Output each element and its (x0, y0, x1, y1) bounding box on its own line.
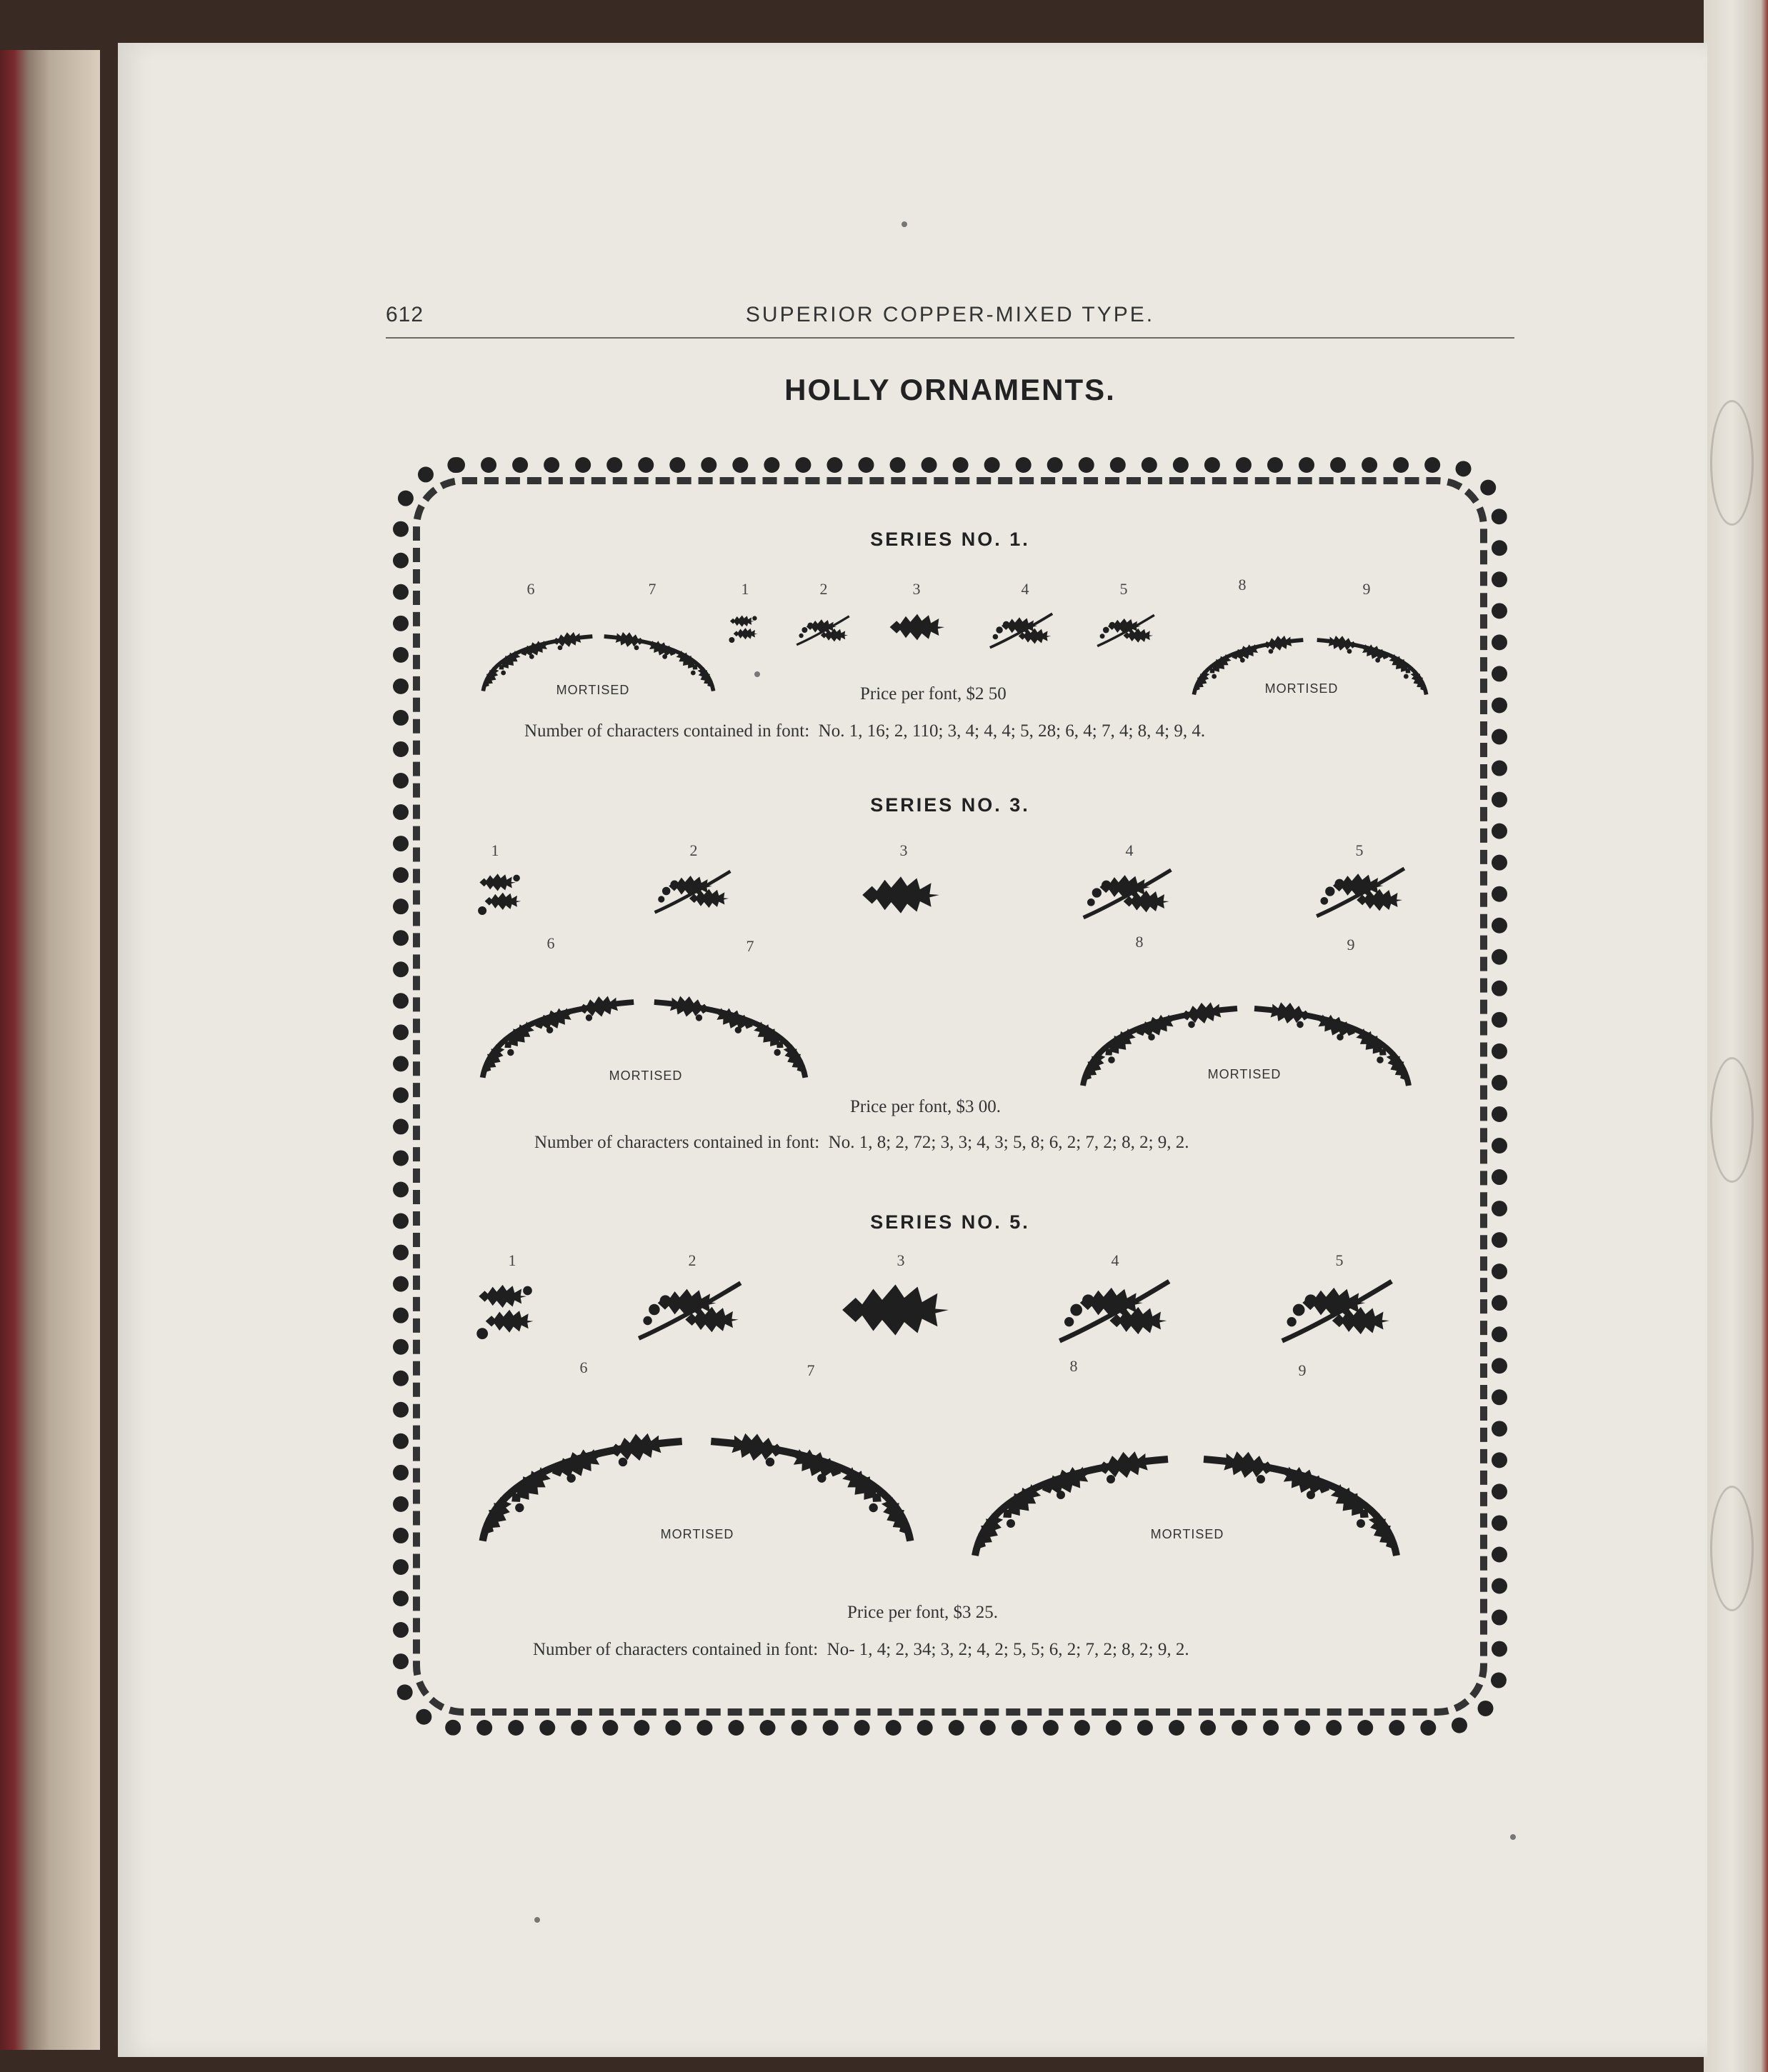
series-5-number-5: 5 (1335, 1251, 1344, 1269)
series-1-number-3: 3 (912, 580, 921, 598)
book-page-edges-right (1704, 0, 1768, 2072)
series-3-mortised-left: MORTISED (609, 1068, 683, 1083)
series-1-number-8: 8 (1238, 576, 1247, 594)
series-5-ornament-2 (634, 1276, 745, 1343)
series-5-mortised-left: MORTISED (660, 1527, 734, 1541)
paper-speck (534, 1917, 540, 1923)
series-1-mortised-left: MORTISED (556, 683, 630, 697)
series-1-ornament-6 (475, 604, 596, 718)
series-5-number-3: 3 (897, 1251, 905, 1269)
series-3-number-1: 1 (491, 841, 499, 859)
page-header (386, 300, 1514, 339)
series-3-number-6: 6 (546, 934, 555, 952)
series-1-ornament-4 (987, 609, 1055, 651)
series-1-ornament-1 (727, 611, 761, 646)
facing-page-ornament-ghost (1710, 400, 1754, 526)
series-1-ornament-2 (794, 613, 851, 647)
series-3-price: Price per font, $3 00. (850, 1097, 1002, 1116)
series-5-number-2: 2 (688, 1251, 696, 1269)
series-5-ornament-9 (1197, 1406, 1411, 1598)
facing-page-ornament-ghost (1710, 1057, 1754, 1183)
series-3-ornament-9 (1249, 971, 1420, 1114)
paper-speck (1510, 1834, 1516, 1840)
paper-speck (902, 221, 907, 227)
series-3-number-2: 2 (689, 841, 698, 859)
series-3-number-9: 9 (1347, 936, 1355, 954)
series-3-number-5: 5 (1355, 841, 1364, 859)
series-1-ornament-9 (1313, 611, 1434, 718)
series-3-title: SERIES NO. 3. (870, 794, 1030, 816)
series-3-ornament-4 (1077, 864, 1177, 921)
series-3-ornament-2 (651, 864, 734, 918)
series-5-ornament-8 (961, 1406, 1175, 1598)
series-5-counts-label: Number of characters contained in font: (533, 1640, 819, 1659)
series-3-ornament-3 (859, 875, 943, 915)
page-title: HOLLY ORNAMENTS. (784, 373, 1116, 406)
series-5-ornament-6 (468, 1375, 689, 1596)
series-3-ornament-6 (471, 954, 639, 1118)
series-5-counts-value: No- 1, 4; 2, 34; 3, 2; 4, 2; 5, 5; 6, 2; 7, 2; 8, 2; 9, 2. (826, 1640, 1189, 1659)
series-3-counts-label: Number of characters contained in font: (534, 1133, 820, 1152)
series-5-title: SERIES NO. 5. (870, 1211, 1030, 1233)
series-1-ornament-3 (889, 613, 946, 641)
series-5-character-counts (533, 1640, 1189, 1660)
paper-speck (754, 671, 760, 677)
series-3-counts-value: No. 1, 8; 2, 72; 3, 3; 4, 3; 5, 8; 6, 2; 7, 2; 8, 2; 9, 2. (828, 1133, 1189, 1152)
book-page-edges-left (0, 50, 100, 2050)
series-1-price: Price per font, $2 50 (860, 684, 1007, 704)
series-3-number-4: 4 (1125, 841, 1134, 859)
series-1-number-1: 1 (741, 580, 749, 598)
facing-page-ornament-ghost (1710, 1486, 1754, 1611)
series-1-number-4: 4 (1021, 580, 1029, 598)
series-1-title: SERIES NO. 1. (870, 529, 1030, 550)
series-5-price: Price per font, $3 25. (847, 1603, 999, 1622)
series-5-ornament-1 (471, 1277, 543, 1345)
series-1-number-7: 7 (648, 580, 656, 598)
series-5-mortised-right: MORTISED (1150, 1527, 1224, 1541)
series-3-ornament-5 (1309, 863, 1412, 920)
series-1-number-6: 6 (526, 580, 535, 598)
series-5-ornament-7 (704, 1375, 925, 1596)
series-5-ornament-4 (1050, 1274, 1179, 1346)
series-3-ornament-7 (649, 954, 816, 1118)
running-head: SUPERIOR COPPER-MIXED TYPE. (745, 303, 1155, 326)
series-1-ornament-8 (1186, 611, 1307, 718)
series-3-number-3: 3 (899, 841, 908, 859)
series-5-number-8: 8 (1069, 1357, 1078, 1375)
series-3-number-7: 7 (746, 937, 754, 955)
series-1-counts-label: Number of characters contained in font: (524, 721, 810, 741)
series-5-number-9: 9 (1298, 1361, 1307, 1379)
series-1-number-2: 2 (819, 580, 828, 598)
series-3-character-counts (534, 1133, 1189, 1153)
series-5-number-6: 6 (579, 1358, 588, 1376)
series-3-ornament-1 (474, 868, 528, 919)
series-5-number-4: 4 (1111, 1251, 1119, 1269)
series-5-ornament-5 (1267, 1274, 1407, 1346)
series-1-number-5: 5 (1119, 580, 1128, 598)
series-3-ornament-8 (1072, 971, 1243, 1114)
series-3-number-8: 8 (1135, 933, 1144, 951)
page-number: 612 (386, 303, 424, 326)
series-1-ornament-5 (1090, 611, 1162, 649)
series-1-counts-value: No. 1, 16; 2, 110; 3, 4; 4, 4; 5, 28; 6, 4; 7, 4; 8, 4; 9, 4. (818, 721, 1206, 741)
series-5-number-1: 1 (508, 1251, 516, 1269)
series-5-number-7: 7 (806, 1361, 815, 1379)
series-1-character-counts (524, 721, 1205, 741)
series-1-mortised-right: MORTISED (1264, 681, 1339, 696)
series-1-number-9: 9 (1362, 580, 1371, 598)
series-3-mortised-right: MORTISED (1207, 1067, 1282, 1081)
series-5-ornament-3 (840, 1281, 951, 1338)
series-1-ornament-7 (600, 604, 721, 718)
